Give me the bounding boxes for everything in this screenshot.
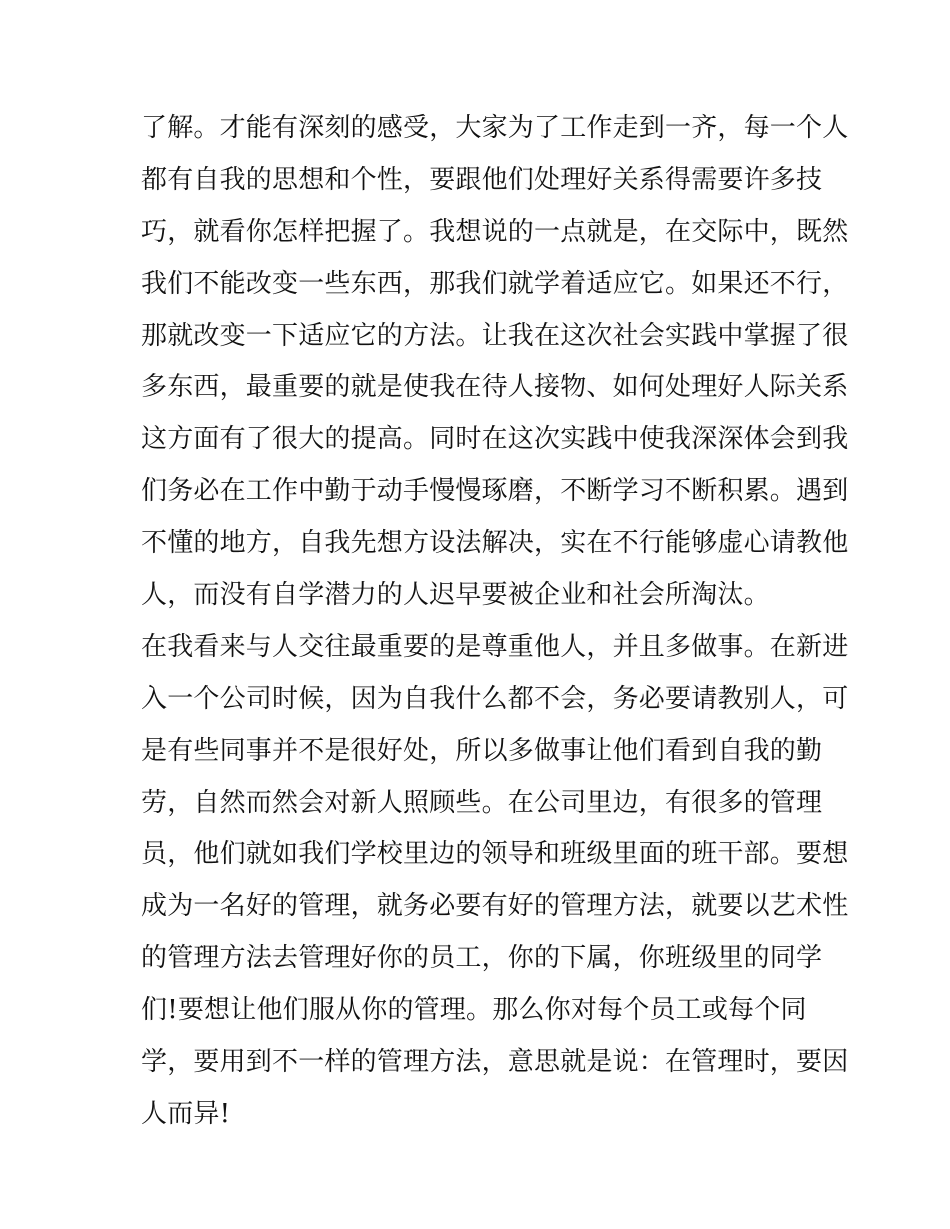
text-line-11: 在我看来与人交往最重要的是尊重他人，并且多做事。在新进 [141, 631, 849, 662]
text-line-8: 们务必在工作中勤于动手慢慢琢磨，不断学习不断积累。遇到 [141, 476, 849, 507]
text-line-17: 的管理方法去管理好你的员工，你的下属，你班级里的同学 [141, 943, 823, 974]
text-line-16: 成为一名好的管理，就务必要有好的管理方法，就要以艺术性 [141, 891, 849, 922]
text-line-20: 人而异! [141, 1098, 231, 1129]
text-line-12: 入一个公司时候，因为自我什么都不会，务必要请教别人，可 [141, 683, 849, 714]
text-line-10: 人，而没有自学潜力的人迟早要被企业和社会所淘汰。 [141, 580, 770, 611]
text-line-6: 多东西，最重要的就是使我在待人接物、如何处理好人际关系 [141, 372, 849, 403]
text-line-19: 学，要用到不一样的管理方法，意思就是说：在管理时，要因 [141, 1047, 849, 1078]
text-line-15: 员，他们就如我们学校里边的领导和班级里面的班干部。要想 [141, 839, 849, 870]
text-line-4: 我们不能改变一些东西，那我们就学着适应它。如果还不行， [141, 268, 849, 299]
text-line-9: 不懂的地方，自我先想方设法解决，实在不行能够虚心请教他 [141, 528, 849, 559]
text-line-13: 是有些同事并不是很好处，所以多做事让他们看到自我的勤 [141, 735, 823, 766]
text-line-2: 都有自我的思想和个性，要跟他们处理好关系得需要许多技 [141, 164, 823, 195]
text-line-1: 了解。才能有深刻的感受，大家为了工作走到一齐，每一个人 [141, 113, 849, 143]
text-line-3: 巧，就看你怎样把握了。我想说的一点就是，在交际中，既然 [141, 216, 849, 247]
body-text [141, 103, 849, 1141]
text-line-14: 劳，自然而然会对新人照顾些。在公司里边，有很多的管理 [141, 787, 823, 818]
text-line-18: 们!要想让他们服从你的管理。那么你对每个员工或每个同 [141, 995, 807, 1026]
text-line-7: 这方面有了很大的提高。同时在这次实践中使我深深体会到我 [141, 424, 849, 455]
text-line-5: 那就改变一下适应它的方法。让我在这次社会实践中掌握了很 [141, 320, 849, 351]
